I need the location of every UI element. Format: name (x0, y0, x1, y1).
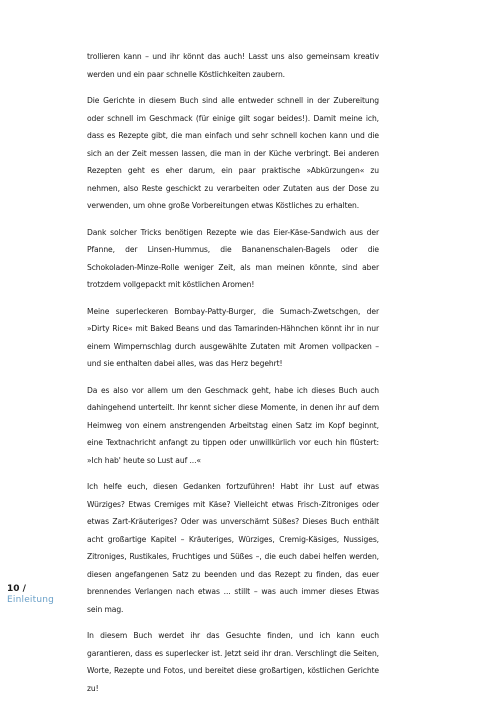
paragraph: Ich helfe euch, diesen Gedanken fortzuführen! Habt ihr Lust auf etwas Würziges? Etwas Cremiges mit Käse? Vielleicht etwas Frisch-Zitroniges oder etwas Zart-Kräuteriges? Oder was unverschämt Süßes? Dieses Buch enthält acht großartige Kapitel – Kräuteriges, Würziges, Cremig-Käsiges, Nussiges, Zitroniges, Rustikales, Fruchtiges und Süßes –, die euch dabei helfen werden, diesen angefangenen Satz zu beenden und das Rezept zu finden, das euer brennendes Verlangen nach etwas ... stillt – was auch immer dieses Etwas sein mag. (87, 482, 379, 614)
section-name: Einleitung (7, 595, 55, 605)
paragraph: Da es also vor allem um den Geschmack geht, habe ich dieses Buch auch dahingehend unterteilt. Ihr kennt sicher diese Momente, in denen ihr auf dem Heimweg von einem anstrengenden Arbeitstag einen Satz im Kopf beginnt, eine Textnachricht anfangt zu tippen oder unwillkürlich vor euch hin flüstert: »Ich hab' heute so Lust auf ...« (87, 385, 379, 465)
paragraph: trollieren kann – und ihr könnt das auch! Lasst uns also gemeinsam kreativ werden und ein paar schnelle Köstlichkeiten zaubern. (87, 52, 379, 79)
paragraph: In diesem Buch werdet ihr das Gesuchte finden, und ich kann euch garantieren, dass es superlecker ist. Jetzt seid ihr dran. Verschlingt die Seiten, Worte, Rezepte und Fotos, und bereitet diese großartigen, köstlichen Gerichte zu! (87, 631, 379, 693)
body-text (87, 48, 379, 706)
paragraph: Meine superleckeren Bombay-Patty-Burger, die Sumach-Zwetschgen, der »Dirty Rice« mit Baked Beans und das Tamarinden-Hähnchen könnt ihr in nur einem Wimpernschlag durch ausgewählte Zutaten mit Aromen vollpacken – und sie enthalten dabei alles, was das Herz begehrt! (87, 306, 379, 368)
paragraph: Die Gerichte in diesem Buch sind alle entweder schnell in der Zubereitung oder schnell im Geschmack (für einige gilt sogar beides!). Damit meine ich, dass es Rezepte gibt, die man einfach und sehr schnell kochen kann und die sich an der Zeit messen lassen, die man in der Küche verbringt. Bei anderen Rezepten geht es eher darum, ein paar praktische »Abkürzungen« zu nehmen, also Reste geschickt zu verarbeiten oder Zutaten aus der Dose zu verwenden, um ohne große Vorbereitungen etwas Köstliches zu erhalten. (87, 96, 379, 210)
page-footer (7, 584, 54, 606)
page-number: 10 / (7, 584, 26, 594)
paragraph: Dank solcher Tricks benötigen Rezepte wie das Eier-Käse-Sandwich aus der Pfanne, der Linsen-Hummus, die Bananenschalen-Bagels oder die Schokoladen-Minze-Rolle weniger Zeit, als man meinen könnte, sind aber trotzdem vollgepackt mit köstlichen Aromen! (87, 227, 379, 289)
